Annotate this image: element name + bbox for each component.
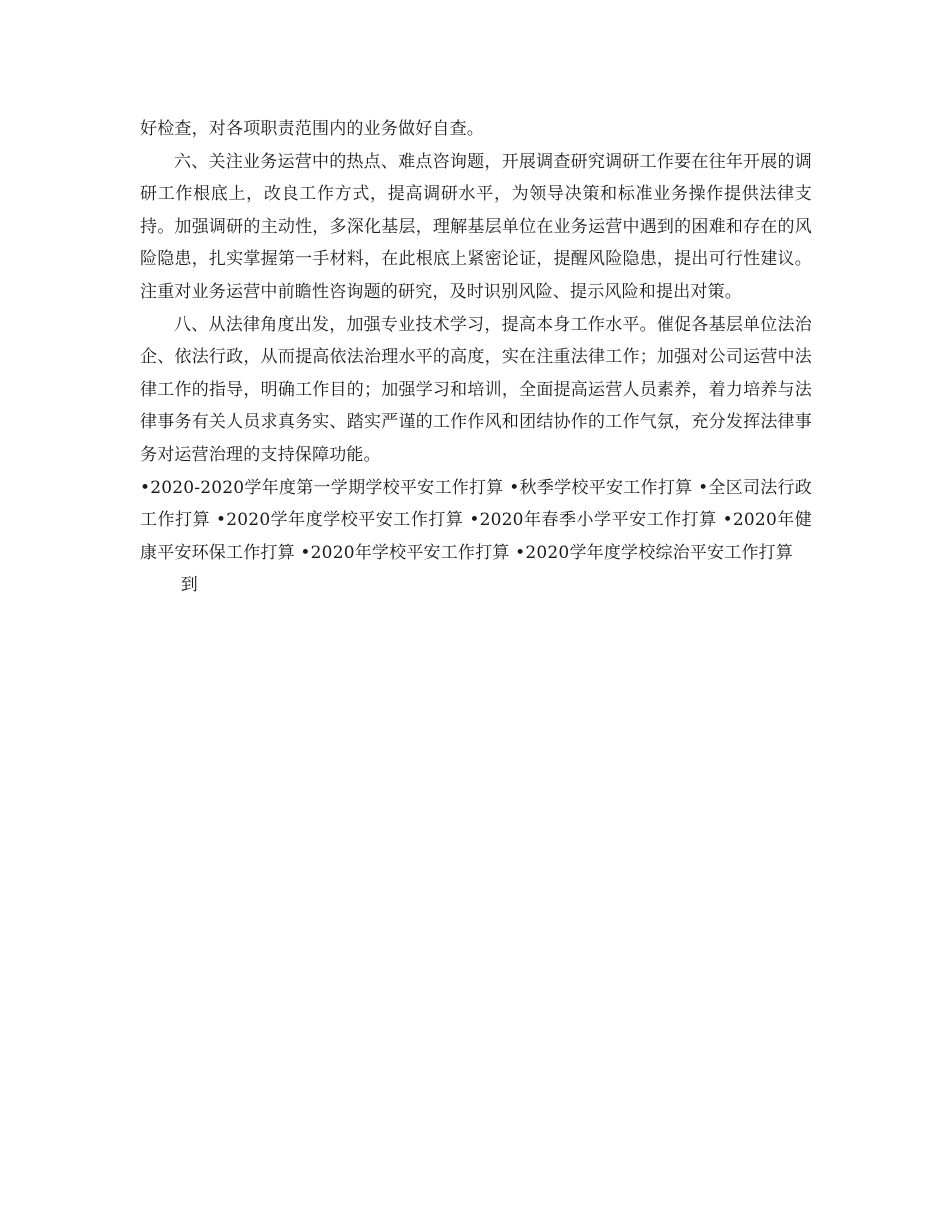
bullet-separator: • (698, 477, 709, 498)
related-link[interactable]: 2020年春季小学平安工作打算 (479, 510, 717, 531)
related-link[interactable]: 秋季学校平安工作打算 (519, 477, 693, 498)
related-link[interactable]: 2020年健康平安环保工作打算 (140, 510, 813, 563)
bullet-separator: • (515, 542, 526, 563)
paragraph-continuation: 好检查，对各项职责范围内的业务做好自查。 (140, 119, 484, 139)
trailing-text: 到 (180, 575, 198, 596)
related-links-list (140, 472, 812, 570)
paragraph-item-six: 六、关注业务运营中的热点、难点咨询题，开展调查研究调研工作要在往年开展的调研工作根底上，改良工作方式，提高调研水平，为领导决策和标准业务操作提供法律支持。加强调研的主动性，多深化基层，理解基层单位在业务运营中遇到的困难和存在的风险隐患，扎实掌握第一手材料，在此根底上紧密论证，提醒风险隐患，提出可行性建议。注重对业务运营中前瞻性咨询题的研究，及时识别风险、提示风险和提出对策。 (140, 151, 812, 302)
bullet-separator: • (216, 510, 227, 531)
related-link[interactable]: 2020-2020学年度第一学期学校平安工作打算 (150, 477, 504, 498)
bullet-separator: • (140, 477, 151, 498)
bullet-separator: • (469, 510, 480, 531)
bullet-separator: • (509, 477, 520, 498)
related-link[interactable]: 2020年学校平安工作打算 (310, 542, 510, 563)
bullet-separator: • (722, 510, 733, 531)
related-link[interactable]: 2020学年度学校综治平安工作打算 (525, 542, 794, 563)
paragraph-item-eight: 八、从法律角度出发，加强专业技术学习，提高本身工作水平。催促各基层单位法治企、依法行政，从而提高依法治理水平的高度，实在注重法律工作；加强对公司运营中法律工作的指导，明确工作目的；加强学习和培训，全面提高运营人员素养，着力培养与法律事务有关人员求真务实、踏实严谨的工作作风和团结协作的工作气氛，充分发挥法律事务对运营治理的支持保障功能。 (140, 314, 812, 465)
related-link[interactable]: 全区司法行政工作打算 (140, 477, 813, 531)
bullet-separator: • (300, 542, 311, 563)
document-body (140, 113, 812, 602)
related-link[interactable]: 2020学年度学校平安工作打算 (226, 510, 464, 531)
